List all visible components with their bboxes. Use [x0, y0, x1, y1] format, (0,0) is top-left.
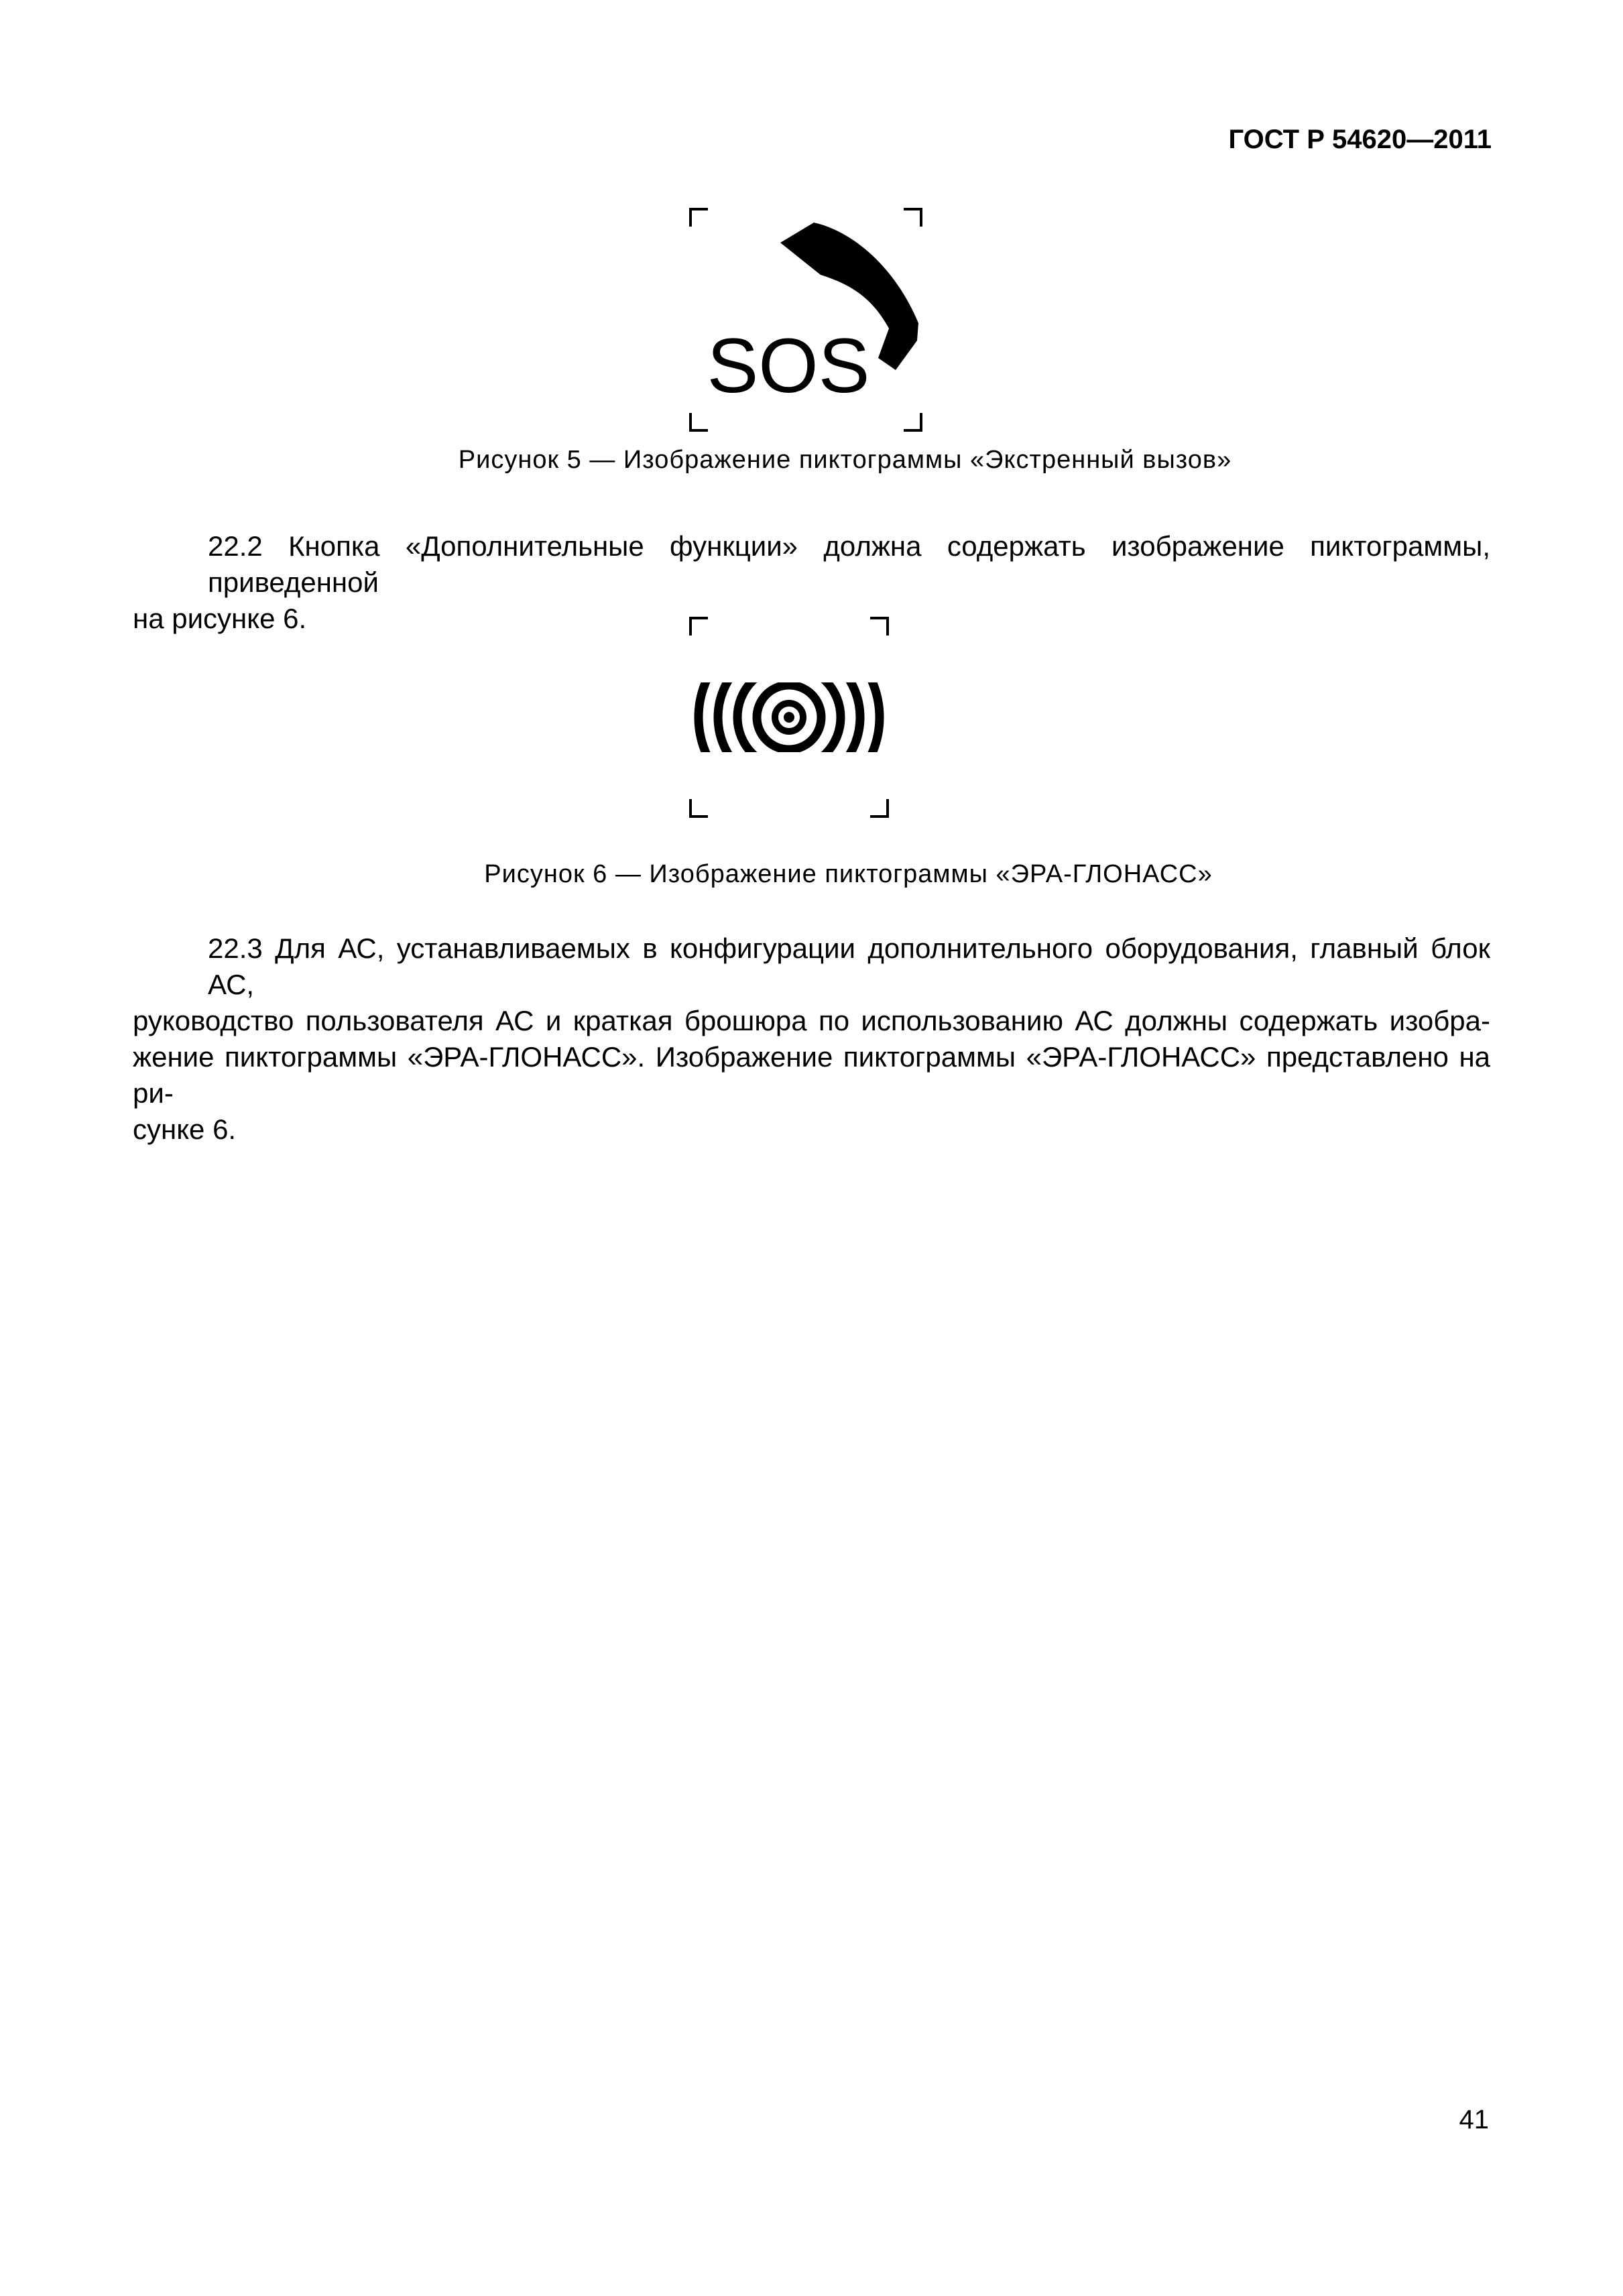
figure-5-caption: Рисунок 5 — Изображение пиктограммы «Экстренный вызов» — [458, 446, 1232, 474]
page-number: 41 — [1459, 2105, 1489, 2134]
era-glonass-icon — [682, 610, 894, 828]
paragraph-22-3 — [133, 930, 1490, 1148]
figure-5-sos-pictogram — [682, 201, 930, 439]
paragraph-line: жение пиктограммы «ЭРА-ГЛОНАСС». Изображение пиктограммы «ЭРА-ГЛОНАСС» представлено на ри- — [133, 1041, 1490, 1109]
standard-code-header: ГОСТ Р 54620—2011 — [1228, 125, 1492, 154]
sos-emergency-call-icon — [682, 201, 930, 439]
figure-6-caption: Рисунок 6 — Изображение пиктограммы «ЭРА-ГЛОНАСС» — [484, 860, 1213, 888]
paragraph-line: руководство пользователя АС и краткая брошюра по использованию АС должны содержать изобра- — [133, 1005, 1490, 1036]
figure-6-era-glonass-pictogram — [682, 610, 894, 828]
paragraph-line: сунке 6. — [133, 1113, 237, 1145]
sos-label: SOS — [707, 323, 870, 409]
center-dot — [784, 712, 794, 723]
paragraph-line: 22.3 Для АС, устанавливаемых в конфигурации дополнительного оборудования, главный блок АС, — [208, 932, 1490, 1000]
paragraph-line: на рисунке 6. — [133, 603, 307, 634]
paragraph-line: 22.2 Кнопка «Дополнительные функции» должна содержать изображение пиктограммы, приведенной — [208, 530, 1490, 598]
